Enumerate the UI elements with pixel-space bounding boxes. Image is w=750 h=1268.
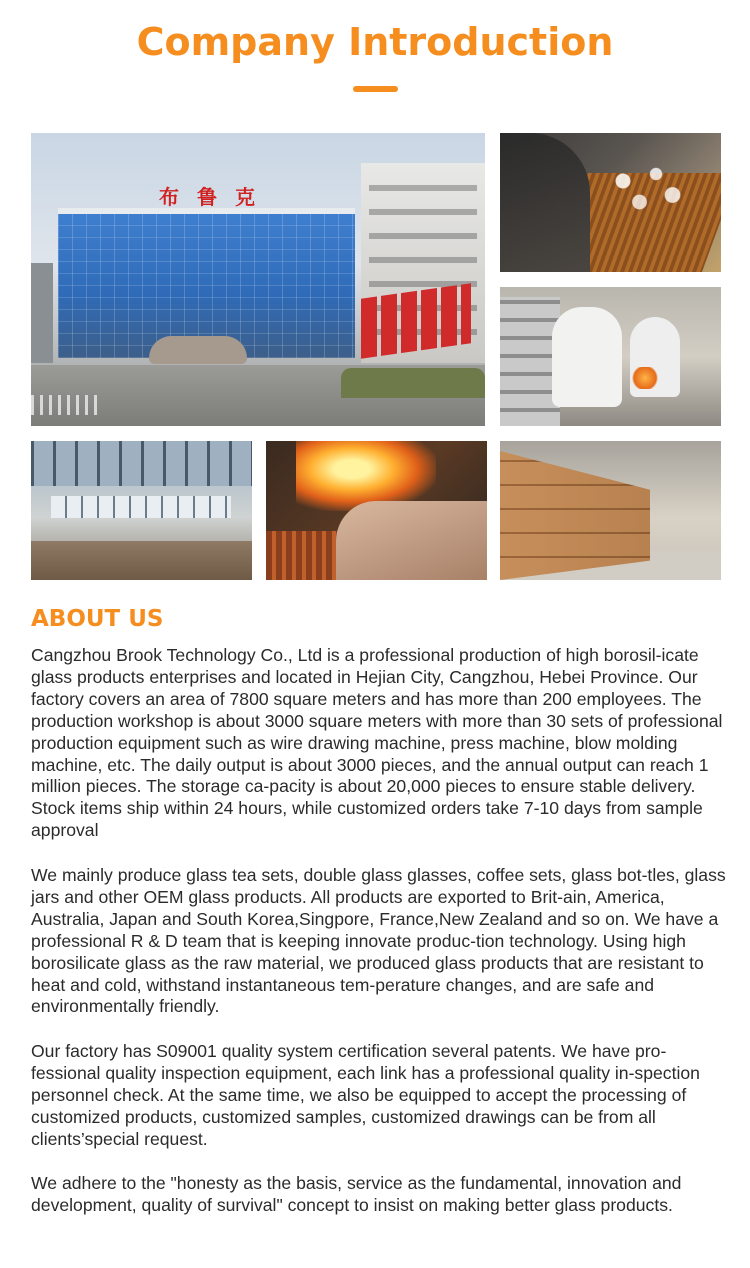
- fence: [31, 395, 101, 415]
- hedge: [341, 368, 485, 398]
- worker-arm: [500, 133, 590, 272]
- workers-photo: [500, 287, 721, 426]
- about-paragraph: Our factory has S09001 quality system certification several patents. We have pro-fessional quality inspection equipment, each link has a professional quality in-spection personnel check. At the same time, we also be equipped to accept the processing of customized products, customized samples, customized drawings can be from all clients’special request.: [31, 1041, 700, 1149]
- page-title: Company Introduction: [136, 20, 614, 64]
- glass-bottles: [590, 153, 700, 223]
- glass-shelf: [500, 297, 560, 426]
- warehouse-photo: [500, 441, 721, 580]
- torch-flame: [630, 367, 660, 389]
- factory-building-photo: [31, 133, 485, 426]
- workshop-windows: [51, 496, 231, 518]
- about-paragraph: We mainly produce glass tea sets, double glass glasses, coffee sets, glass bot-tles, glass jars and other OEM glass products. All products are exported to Brit-ain, America, Australia, Japan and South Korea,Singpore, France,New Zealand and so on. We have a professional R & D team that is keeping innovate produc-tion technology. Using high borosilicate glass as the raw material, we produced glass products that are resistant to heat and cold, withstand instantaneous tem-perature changes, and are safe and environmentally friendly.: [31, 865, 726, 1017]
- worker-hand: [336, 501, 487, 580]
- worker-figure: [552, 307, 622, 407]
- glass-blowing-photo: [266, 441, 487, 580]
- building-sign: 布鲁克: [159, 185, 273, 209]
- about-us-heading: ABOUT US: [31, 606, 164, 632]
- side-building: [31, 263, 53, 363]
- carton-stack: [500, 451, 650, 580]
- workshop-floor: [31, 541, 252, 580]
- entrance-rock: [149, 336, 247, 364]
- workshop-photo: [31, 441, 252, 580]
- bottles-conveyor-photo: [500, 133, 721, 272]
- title-underline: [353, 86, 398, 92]
- workshop-roof: [31, 441, 252, 486]
- about-paragraph: We adhere to the "honesty as the basis, service as the fundamental, innovation and development, quality of survival" concept to insist on making better glass products.: [31, 1173, 682, 1215]
- about-paragraph: Cangzhou Brook Technology Co., Ltd is a professional production of high borosil-icate glass products enterprises and located in Hejian City, Cangzhou, Hebei Province. Our factory covers an area of 7800 square meters and has more than 200 employees. The production workshop is about 3000 square meters with more than 30 sets of professional production equipment such as wire drawing machine, press machine, blow molding machine, etc. The daily output is about 3000 pieces, and the annual output can reach 1 million pieces. The storage ca-pacity is about 20,000 pieces to ensure stable delivery. Stock items ship within 24 hours, while customized orders take 7-10 days from sample approval: [31, 645, 723, 841]
